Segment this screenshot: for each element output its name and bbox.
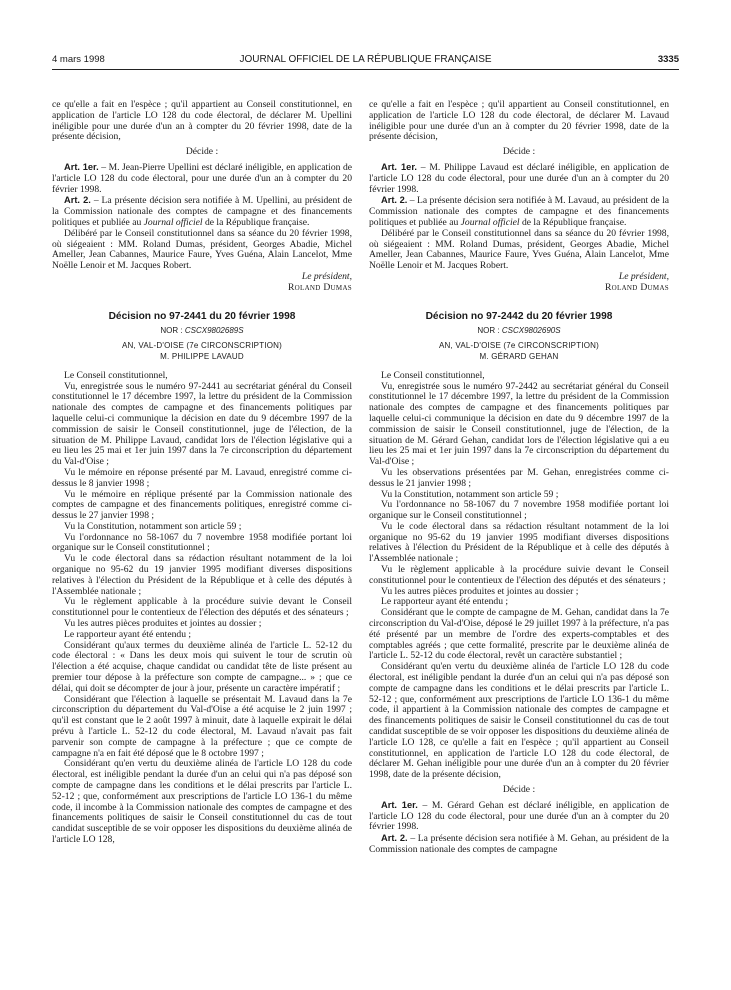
body-paragraph: Considérant qu'en vertu du deuxième alinéa de l'article LO 128 du code électoral, est inéligible pendant la durée d'un an celui qui n'a pas déposé son compte de campagne dans les conditions et le délai prescrits par l'article L. 52-12 ; que, conformément aux prescriptions de l'article LO 136-1 du même code, il incombe à la Commission nationale des comptes de campagne et des financements politiques de saisir le Conseil constitutionnel du cas de tout candidat susceptible de se voir opposer les dispositions du deuxième alinéa de l'article LO 128, (52, 758, 352, 845)
body-paragraph: Vu, enregistrée sous le numéro 97-2441 au secrétariat général du Conseil constitutionnel le 17 décembre 1997, la lettre du président de la Commission nationale des comptes de campagne et des financements politiques par laquelle celui-ci communique la décision en date du 9 décembre 1997 de la commission de saisir le Conseil constitutionnel, juge de l'élection, de la situation de M. Philippe Lavaud, candidat lors de l'élection législative qui a eu lieu les 25 mai et 1er juin 1997 dans la 7e circonscription du département du Val-d'Oise ; (52, 380, 352, 468)
article-1b (369, 800, 669, 833)
continuation-paragraph: ce qu'elle a fait en l'espèce ; qu'il appartient au Conseil constitutionnel, en application de l'article LO 128 du code électoral, de déclarer M. Upellini inéligible pour une durée d'un an à compter du 20 février 1998, date de la présente décision, (52, 99, 352, 143)
article-1 (369, 162, 669, 195)
circonscription-line: AN, VAL-D'OISE (7e CIRCONSCRIPTION) (439, 341, 599, 351)
article-1-text: – M. Jean-Pierre Upellini est déclaré inéligible, en application de l'article LO 128 du code électoral, pour une durée d'un an à compter du 20 février 1998. (52, 161, 352, 195)
right-column (369, 100, 669, 856)
body-paragraph: Considérant que l'élection à laquelle se présentait M. Lavaud dans la 7e circonscription du département du Val-d'Oise a été acquise le 2 juin 1997 ; qu'il est constant que le 2 août 1997 à minuit, date à laquelle expirait le délai prévu à l'article L. 52-12 du code électoral, M. Lavaud n'avait pas fait parvenir son compte de campagne à la préfecture ; que ce compte de campagne n'a en fait été déposé que le 8 octobre 1997 ; (52, 693, 352, 759)
decide-heading: Décide : (185, 146, 219, 158)
article-2-text: – La présente décision sera notifiée à M. Upellini, au président de la Commission nationale des comptes de campagne et des financements politiques et publiée au (52, 195, 352, 228)
body-paragraph: Vu les observations présentées par M. Gehan, enregistrées comme ci-dessus le 21 janvier 1998 ; (369, 466, 669, 489)
nor-value: CSCX9802689S (184, 326, 244, 336)
page-number: 3335 (657, 54, 679, 65)
decision-title: Décision no 97-2442 du 20 février 1998 (425, 310, 613, 322)
decision-body (52, 371, 352, 846)
signer-role-text: Le président, (301, 270, 352, 282)
body-paragraph: Vu l'ordonnance no 58-1067 du 7 novembre 1958 modifiée portant loi organique sur le Conseil constitutionnel ; (52, 531, 352, 554)
left-column (52, 100, 352, 846)
body-paragraph: Vu l'ordonnance no 58-1067 du 7 novembre 1958 modifiée portant loi organique sur le Conseil constitutionnel ; (369, 499, 669, 522)
article-2 (52, 195, 352, 228)
article-2-label: Art. 2. (64, 195, 91, 206)
nor-line (52, 326, 352, 337)
body-paragraph: Vu le mémoire en réponse présenté par M. Lavaud, enregistré comme ci-dessus le 8 janvier 1998 ; (52, 466, 352, 489)
body-paragraph: Vu les autres pièces produites et jointes au dossier ; (64, 618, 262, 630)
article-2-label: Art. 2. (381, 195, 408, 206)
nor-value: CSCX9802690S (501, 326, 561, 336)
body-paragraph: Vu la Constitution, notamment son article 59 ; (381, 488, 559, 500)
body-paragraph: Le rapporteur ayant été entendu ; (64, 628, 192, 640)
journal-officiel-ref: Journal officiel (460, 216, 520, 228)
article-1-label: Art. 1er. (381, 161, 418, 172)
body-paragraph: Vu le règlement applicable à la procédure suivie devant le Conseil constitutionnel pour le contentieux de l'élection des députés et des sénateurs ; (369, 564, 669, 586)
article-1 (52, 162, 352, 195)
article-2b-label: Art. 2. (381, 833, 408, 844)
article-1b-text: – M. Gérard Gehan est déclaré inéligible, en application de l'article LO 128 du code électoral, pour une durée d'un an à compter du 20 février 1998. (369, 799, 670, 833)
article-2-text: – La présente décision sera notifiée à M. Lavaud, au président de la Commission nationale des comptes de campagne et des financements politiques et publiée au (369, 195, 669, 228)
body-paragraph: Le Conseil constitutionnel, (381, 369, 485, 381)
article-1b-label: Art. 1er. (381, 799, 418, 810)
decide-heading: Décide : (502, 146, 536, 158)
body-paragraph: Vu le mémoire en réplique présenté par la Commission nationale des comptes de campagne et des financements politiques, enregistré comme ci-dessus le 27 janvier 1998 ; (52, 488, 352, 522)
nor-label: NOR : (160, 326, 185, 336)
body-paragraph: Vu le code électoral dans sa rédaction résultant notamment de la loi organique no 95-62 du 19 janvier 1995 modifiant diverses dispositions relatives à l'élection du Président de la République et à celle des députés à l'Assemblée nationale ; (52, 553, 352, 597)
decide-heading-2: Décide : (502, 784, 536, 796)
signer-role-text: Le président, (618, 270, 669, 282)
decision-title: Décision no 97-2441 du 20 février 1998 (108, 310, 296, 322)
nor-line (369, 326, 669, 337)
signer-name (52, 283, 352, 294)
body-paragraph: Considérant qu'en vertu du deuxième alinéa de l'article LO 128 du code électoral, est inéligible pendant la durée d'un an celui qui n'a pas déposé son compte de campagne dans les conditions et le délai prescrits par l'article L. 52-12 ; que, conformément aux prescriptions de l'article LO 136-1 du même code, il appartient à la Commission nationale des comptes de campagne et des financements politiques de saisir le Conseil constitutionnel du cas de tout candidat susceptible de se voir opposer les dispositions du deuxième alinéa de l'article LO 128, ce qu'elle a fait en l'espèce ; qu'il appartient au Conseil constitutionnel, en application de l'article LO 128 du code électoral, de déclarer M. Gehan inéligible pour une durée d'un an à compter du 20 février 1998, date de la présente décision, (369, 661, 669, 781)
signer-name (369, 283, 669, 294)
continuation-paragraph: ce qu'elle a fait en l'espèce ; qu'il appartient au Conseil constitutionnel, en application de l'article LO 128 du code électoral, de déclarer M. Lavaud inéligible pour une durée d'un an à compter du 20 février 1998, date de la présente décision, (369, 99, 669, 143)
body-paragraph: Considérant que le compte de campagne de M. Gehan, candidat dans la 7e circonscription du Val-d'Oise, déposé le 29 juillet 1997 à la préfecture, n'a pas été présenté par un membre de l'ordre des experts-comptables et des comptables agréés ; que cette formalité, prescrite par le deuxième alinéa de l'article L. 52-12 du code électoral, revêt un caractère substantiel ; (369, 607, 669, 662)
body-paragraph: Vu les autres pièces produites et jointes au dossier ; (381, 585, 579, 597)
header-date: 4 mars 1998 (52, 54, 105, 65)
journal-officiel-ref: Journal officiel (143, 216, 203, 228)
body-paragraph: Vu le code électoral dans sa rédaction résultant notamment de la loi organique no 95-62 du 19 janvier 1995 modifiant diverses dispositions relatives à l'élection du Président de la République et à celle des députés à l'Assemblée nationale ; (369, 520, 669, 565)
header-rule (52, 69, 679, 70)
body-paragraph: Le Conseil constitutionnel, (64, 369, 168, 381)
article-2 (369, 195, 669, 228)
journal-title: JOURNAL OFFICIEL DE LA RÉPUBLIQUE FRANÇAISE (239, 54, 492, 65)
nor-label: NOR : (477, 326, 502, 336)
article-2-text-end: de la République française. (519, 216, 627, 228)
article-2b (369, 833, 669, 856)
person-line: M. GÉRARD GEHAN (479, 351, 559, 361)
body-paragraph: Le rapporteur ayant été entendu ; (381, 596, 509, 608)
article-2-text-end: de la République française. (202, 216, 310, 228)
circonscription-line: AN, VAL-D'OISE (7e CIRCONSCRIPTION) (122, 341, 282, 351)
deliberation-paragraph: Délibéré par le Conseil constitutionnel dans sa séance du 20 février 1998, où siégeaient : MM. Roland Dumas, président, Georges Abadie, Michel Ameller, Jean Cabannes, Maurice Faure, Yves Guéna, Alain Lancelot, Mme Noëlle Lenoir et M. Jacques Robert. (52, 227, 352, 272)
article-1-label: Art. 1er. (64, 161, 99, 172)
deliberation-paragraph: Délibéré par le Conseil constitutionnel dans sa séance du 20 février 1998, où siégeaient : MM. Roland Dumas, président, Georges Abadie, Michel Ameller, Jean Cabannes, Maurice Faure, Yves Guéna, Alain Lancelot, Mme Noëlle Lenoir et M. Jacques Robert. (369, 227, 669, 272)
body-paragraph: Vu la Constitution, notamment son article 59 ; (64, 520, 242, 532)
article-2b-text: – La présente décision sera notifiée à M. Gehan, au président de la Commission nationale des comptes de campagne (369, 833, 669, 855)
body-paragraph: Considérant qu'aux termes du deuxième alinéa de l'article L. 52-12 du code électoral : « Dans les deux mois qui suivent le tour de scrutin où l'élection a été acquise, chaque candidat ou candidat tête de liste présent au premier tour dépose à la préfecture son compte de campagne... » ; que ce délai, qui doit se décompter de jour à jour, présente un caractère impératif ; (52, 639, 352, 694)
decision-body (369, 371, 669, 781)
person-line: M. PHILIPPE LAVAUD (160, 351, 244, 361)
page-header (52, 54, 679, 68)
signer-name-text: Roland Dumas (287, 281, 352, 293)
body-paragraph: Vu, enregistrée sous le numéro 97-2442 au secrétariat général du Conseil constitutionnel le 17 décembre 1997, la lettre du président de la Commission nationale des comptes de campagne et des financements politiques par laquelle celui-ci communique la décision en date du 9 décembre 1997 de la commission de saisir le Conseil constitutionnel, juge de l'élection, de la situation de M. Gérard Gehan, candidat lors de l'élection législative qui a eu lieu les 25 mai et 1er juin 1997 dans la 7e circonscription du département du Val-d'Oise ; (369, 380, 669, 468)
signer-name-text: Roland Dumas (604, 281, 669, 293)
body-paragraph: Vu le règlement applicable à la procédure suivie devant le Conseil constitutionnel pour le contentieux de l'élection des députés et des sénateurs ; (52, 596, 352, 619)
article-1-text: – M. Philippe Lavaud est déclaré inéligible, en application de l'article LO 128 du code électoral, pour une durée d'un an à compter du 20 février 1998. (369, 161, 670, 195)
